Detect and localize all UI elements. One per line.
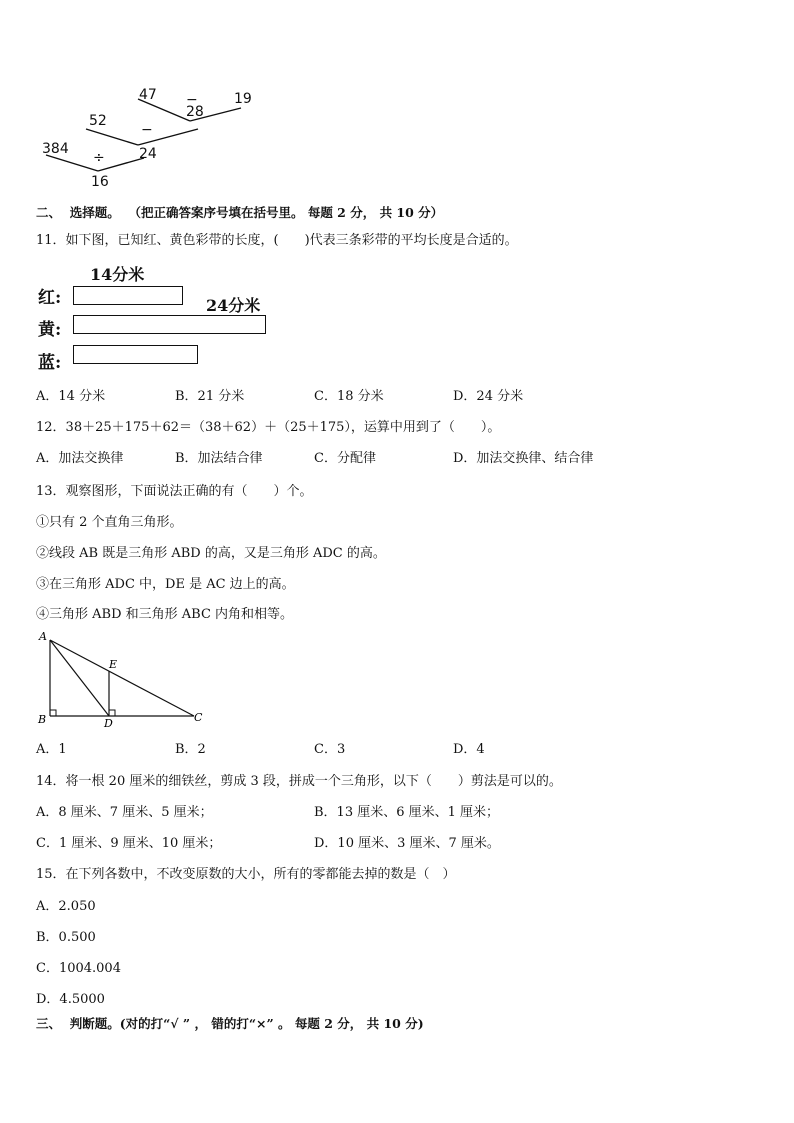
question-12-text: 12．38＋25＋175＋62＝（38＋62）＋（25＋175），运算中用到了（ ）。: [36, 420, 501, 435]
red-label: 红:: [38, 288, 62, 308]
tree-num-52: 52: [89, 113, 107, 129]
section-2-note: （把正确答案序号填在括号里。 每题 2 分， 共 10 分）: [128, 205, 444, 220]
red-ribbon-bar: [73, 286, 183, 305]
q13-statement-1: ①只有 2 个直角三角形。: [36, 515, 183, 530]
point-d-label: D: [104, 717, 113, 728]
q11-option-a: A．14 分米: [36, 389, 106, 404]
q11-option-d: D．24 分米: [453, 389, 524, 404]
section-3-heading: [36, 1014, 424, 1032]
q15-option-d: D．4.5000: [36, 992, 105, 1007]
q14-option-a: A．8 厘米、7 厘米、5 厘米；: [36, 805, 213, 820]
tree-op-minus-1: −: [186, 92, 198, 108]
q12-option-c: C．分配律: [314, 451, 376, 466]
q13-option-b: B．2: [175, 742, 206, 757]
tree-num-28: 28: [186, 104, 204, 120]
q13-statement-2: ②线段 AB 既是三角形 ABD 的高，又是三角形 ADC 的高。: [36, 546, 386, 561]
red-length-label: 14分米: [90, 265, 145, 284]
q12-option-b: B．加法结合律: [175, 451, 263, 466]
q12-option-d: D．加法交换律、结合律: [453, 451, 594, 466]
q11-option-b: B．21 分米: [175, 389, 245, 404]
section-2-number: 二、: [36, 205, 62, 220]
section-2-heading: [36, 203, 443, 221]
section-3-title: 判断题。: [69, 1016, 120, 1031]
tree-num-47: 47: [139, 87, 157, 103]
q15-option-c: C．1004.004: [36, 961, 121, 976]
q12-option-a: A．加法交换律: [36, 451, 124, 466]
question-14-text: 14．将一根 20 厘米的细铁丝，剪成 3 段，拼成一个三角形，以下（ ）剪法是可以的。: [36, 774, 562, 789]
q11-option-c: C．18 分米: [314, 389, 384, 404]
yellow-length-label: 24分米: [206, 296, 261, 315]
q14-option-d: D．10 厘米、3 厘米、7 厘米。: [314, 836, 500, 851]
blue-ribbon-bar: [73, 345, 198, 364]
point-c-label: C: [194, 711, 203, 724]
tree-num-24: 24: [139, 146, 157, 162]
tree-op-minus-2: −: [141, 122, 153, 138]
point-a-label: A: [39, 630, 47, 643]
tree-num-16: 16: [91, 174, 109, 190]
q15-option-b: B．0.500: [36, 930, 96, 945]
point-e-label: E: [109, 658, 118, 671]
yellow-label: 黄:: [38, 320, 62, 340]
q14-option-b: B．13 厘米、6 厘米、1 厘米；: [314, 805, 500, 820]
q13-statement-3: ③在三角形 ADC 中，DE 是 AC 边上的高。: [36, 577, 295, 592]
q14-option-c: C．1 厘米、9 厘米、10 厘米；: [36, 836, 222, 851]
q13-option-d: D．4: [453, 742, 485, 757]
section-2-title: 选择题。: [69, 205, 120, 220]
triangle-figure: [34, 628, 214, 728]
question-13-text: 13．观察图形，下面说法正确的有（ ）个。: [36, 484, 313, 499]
tree-op-divide: ÷: [93, 150, 105, 166]
q13-option-a: A．1: [36, 742, 67, 757]
q13-option-c: C．3: [314, 742, 346, 757]
blue-label: 蓝:: [38, 353, 62, 373]
tree-num-384: 384: [42, 141, 69, 157]
section-3-number: 三、: [36, 1016, 62, 1031]
section-3-note: (对的打“√ ” ， 错的打“×” 。 每题 2 分， 共 10 分): [119, 1016, 424, 1031]
question-15-text: 15．在下列各数中，不改变原数的大小，所有的零都能去掉的数是（ ）: [36, 867, 456, 882]
q13-statement-4: ④三角形 ABD 和三角形 ABC 内角和相等。: [36, 607, 294, 622]
point-b-label: B: [38, 713, 47, 726]
tree-num-19: 19: [234, 91, 252, 107]
yellow-ribbon-bar: [73, 315, 266, 334]
question-11-text: 11．如下图，已知红、黄色彩带的长度，( )代表三条彩带的平均长度是合适的。: [36, 233, 518, 248]
q15-option-a: A．2.050: [36, 899, 96, 914]
